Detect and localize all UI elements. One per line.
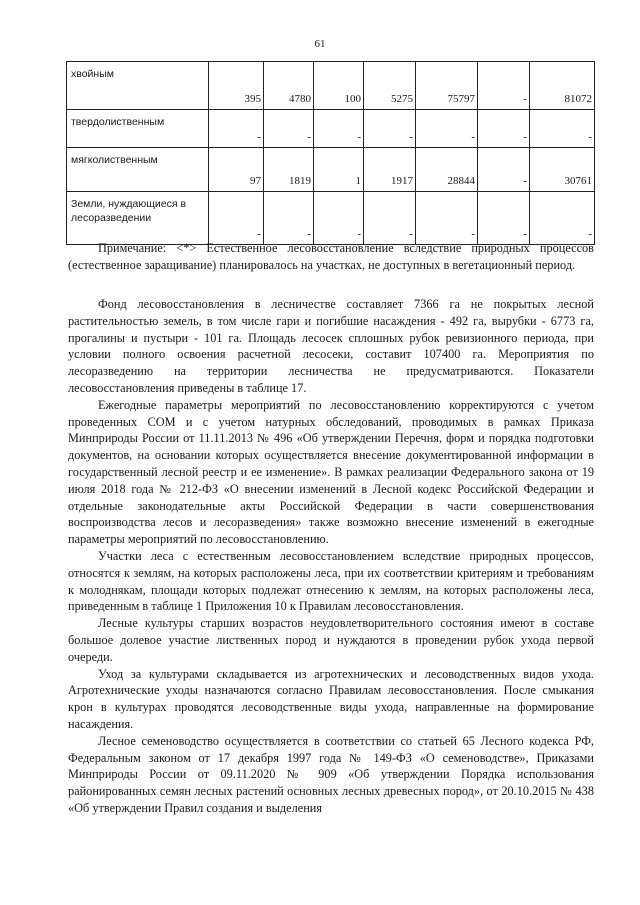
page-number: 61 <box>314 38 326 50</box>
body-text <box>68 296 594 817</box>
table-cell: - <box>478 192 530 245</box>
table-cell: - <box>416 192 478 245</box>
table-cell: 97 <box>209 148 264 192</box>
paragraph: Лесные культуры старших возрастов неудовлетворительного состояния имеют в составе большое долевое участие лиственных пород и нуждаются в проведении рубок ухода первой очереди. <box>68 616 594 664</box>
paragraph: Участки леса с естественным лесовосстановлением вследствие природных процессов, относятся к землям, на которых расположены леса, при их соответствии критериям и требованиям к молоднякам, площади которых подлежат отнесению к землям, на которых расположены леса, приведенным в таблице 1 Приложения 10 к Правилам лесовосстановления. <box>68 548 594 614</box>
paragraph: Уход за культурами складывается из агротехнических и лесоводственных видов ухода. Агротехнические уходы назначаются согласно Правилам лесовосстановления. После смыкания крон в культурах проводятся лесоводственные виды ухода, направленные на формирование насаждения. <box>68 666 594 731</box>
table-row <box>67 62 595 110</box>
table-cell: 1917 <box>364 148 416 192</box>
table-cell: - <box>314 192 364 245</box>
row-label: твердолиственным <box>67 110 209 148</box>
table-cell: 5275 <box>364 62 416 110</box>
table-row <box>67 192 595 245</box>
paragraph: Лесное семеноводство осуществляется в соответствии со статьей 65 Лесного кодекса РФ, Федеральным законом от 17 декабря 1997 года № 149-ФЗ «О семеноводстве», Приказами Минприроды России от 09.11.2020 № 909 «Об утверждении Порядка использования районированных семян лесных растений основных лесных древесных пород», от 20.10.2015 № 438 «Об утверждении Правил создания и выделения <box>68 733 594 815</box>
table-cell: 395 <box>209 62 264 110</box>
table-cell: - <box>478 62 530 110</box>
table-cell: - <box>478 148 530 192</box>
table-cell: 1 <box>314 148 364 192</box>
table-cell: - <box>364 110 416 148</box>
table-cell: 75797 <box>416 62 478 110</box>
table-note <box>68 240 594 274</box>
note-paragraph: Примечание: <*> Естественное лесовосстановление вследствие природных процессов (естественное заращивание) планировалось на участках, не доступных в вегетационный период. <box>68 241 594 272</box>
reforestation-table <box>66 61 595 245</box>
paragraph: Ежегодные параметры мероприятий по лесовосстановлению корректируются с учетом проведенных СОМ и с учетом натурных обследований, проводимых в рамках Приказа Минприроды России от 11.11.2013 № 496 «Об утверждении Перечня, форм и порядка подготовки документов, на основании которых осуществляется внесение документированной информации в государственный лесной реестр и ее изменение». В рамках реализации Федерального закона от 19 июля 2018 года № 212-ФЗ «О внесении изменений в Лесной кодекс Российской Федерации и отдельные законодательные акты Российской Федерации в части совершенствования воспроизводства лесов и лесоразведения» также возможно внесение изменений в ежегодные параметры мероприятий по лесовосстановлению. <box>68 397 594 547</box>
table-cell: - <box>478 110 530 148</box>
row-label: хвойным <box>67 62 209 110</box>
table-cell: - <box>264 192 314 245</box>
table-cell: - <box>314 110 364 148</box>
table-cell: 81072 <box>530 62 595 110</box>
table-row <box>67 148 595 192</box>
table-cell: - <box>530 192 595 245</box>
table-cell: - <box>416 110 478 148</box>
table-cell: 1819 <box>264 148 314 192</box>
row-label: мягколиственным <box>67 148 209 192</box>
table-cell: 30761 <box>530 148 595 192</box>
table-cell: 100 <box>314 62 364 110</box>
table-cell: - <box>209 192 264 245</box>
table-cell: 4780 <box>264 62 314 110</box>
table-row <box>67 110 595 148</box>
row-label: Земли, нуждающиеся в лесоразведении <box>67 192 209 245</box>
table-cell: - <box>530 110 595 148</box>
table-cell: - <box>264 110 314 148</box>
table-cell: - <box>209 110 264 148</box>
paragraph: Фонд лесовосстановления в лесничестве составляет 7366 га не покрытых лесной растительностью земель, в том числе гари и погибшие насаждения - 492 га, вырубки - 6773 га, прогалины и пустыри - 101 га. Площадь лесосек сплошных рубок ревизионного периода, при условии полного освоения расчетной лесосеки, составит 107400 га. Мероприятия по лесоразведению на территории лесничества не предусматриваются. Показатели лесовосстановления приведены в таблице 17. <box>68 297 594 395</box>
table-cell: - <box>364 192 416 245</box>
table-cell: 28844 <box>416 148 478 192</box>
